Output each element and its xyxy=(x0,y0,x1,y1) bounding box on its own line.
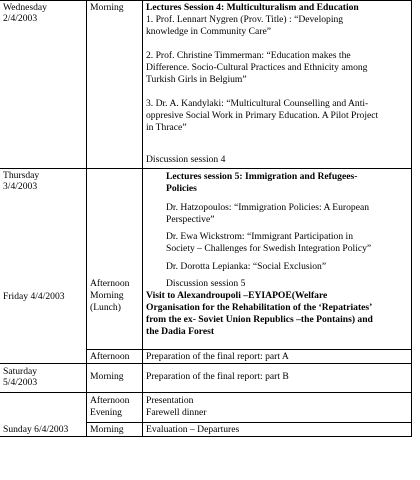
period-wednesday-morning: Morning xyxy=(90,2,124,13)
session-5-lecture-1-line-1: Dr. Hatzopoulos: “Immigration Policies: A European xyxy=(166,202,370,213)
day-label-wednesday: Wednesday xyxy=(3,2,47,13)
session-4-lecture-2-line-1: 2. Prof. Christine Timmerman: “Education makes the xyxy=(146,50,351,61)
session-4-lecture-3-line-1: 3. Dr. A. Kandylaki: “Multicultural Counselling and Anti- xyxy=(146,98,369,109)
session-4-lecture-3-line-2: oppresive Social Work in Primary Education. A Pilot Project xyxy=(146,110,379,121)
discussion-session-4: Discussion session 4 xyxy=(146,154,226,165)
day-label-thursday: Thursday xyxy=(3,170,40,181)
period-saturday-morning: Morning xyxy=(90,371,124,382)
session-5-lecture-2-line-1: Dr. Ewa Wickstrom: “Immigrant Participation in xyxy=(166,231,354,242)
visit-line-3: from the ex- Soviet Union Republics –the Pontains) and xyxy=(146,314,373,325)
period-friday-morning: Morning xyxy=(90,290,124,301)
session-4-lecture-2-line-3: Turkish Girls in Belgium” xyxy=(146,74,247,85)
session-5-lecture-1-line-2: Perspective” xyxy=(166,214,215,225)
table-bottom-border xyxy=(0,436,411,437)
col-divider-day xyxy=(86,0,87,437)
row-divider-fri-afternoon xyxy=(86,349,411,350)
session-4-lecture-1-line-1: 1. Prof. Lennart Nygren (Prov. Title) : “Developing xyxy=(146,14,344,25)
day-label-saturday: Saturday xyxy=(3,366,38,377)
discussion-session-5: Discussion session 5 xyxy=(166,278,246,289)
row-divider-fri-sat xyxy=(0,363,411,364)
period-friday-afternoon: Afternoon xyxy=(90,351,130,362)
visit-line-4: the Dadia Forest xyxy=(146,326,215,337)
saturday-morning-activity: Preparation of the final report: part B xyxy=(146,371,289,382)
row-divider-wed-thu xyxy=(0,168,411,169)
day-date-friday: Friday 4/4/2003 xyxy=(3,291,65,302)
visit-line-2: Organisation for the Rehabilitation of the ‘Repatriates’ xyxy=(146,302,373,313)
session-5-lecture-3: Dr. Dorotta Lepianka: “Social Exclusion” xyxy=(166,261,327,272)
col-divider-period xyxy=(142,0,143,437)
period-thursday-afternoon: Afternoon xyxy=(90,278,130,289)
visit-line-1: Visit to Alexandroupoli –EYIAPOE(Welfare xyxy=(146,290,328,301)
period-friday-lunch: (Lunch) xyxy=(90,302,121,313)
saturday-afternoon-activity: Presentation xyxy=(146,395,194,406)
date-label-saturday: 5/4/2003 xyxy=(3,377,38,388)
date-label-wednesday: 2/4/2003 xyxy=(3,13,38,24)
session-5-title-line-2: Policies xyxy=(166,183,197,194)
table-right-border xyxy=(411,0,412,437)
session-4-lecture-2-line-2: Difference. Socio-Cultural Practices and Ethnicity among xyxy=(146,62,368,73)
day-date-sunday: Sunday 6/4/2003 xyxy=(3,424,69,435)
session-4-lecture-1-line-2: knowledge in Community Care” xyxy=(146,26,271,37)
session-5-lecture-2-line-2: Society – Challenges for Swedish Integration Policy” xyxy=(166,243,372,254)
row-divider-sat-afternoon xyxy=(0,392,411,393)
friday-afternoon-activity: Preparation of the final report: part A xyxy=(146,351,289,362)
row-divider-sun xyxy=(86,422,411,423)
table-top-border xyxy=(0,0,411,1)
session-4-title: Lectures Session 4: Multiculturalism and Education xyxy=(146,2,359,13)
date-label-thursday: 3/4/2003 xyxy=(3,181,38,192)
period-saturday-afternoon: Afternoon xyxy=(90,395,130,406)
period-sunday-morning: Morning xyxy=(90,424,124,435)
saturday-evening-activity: Farewell dinner xyxy=(146,407,207,418)
period-saturday-evening: Evening xyxy=(90,407,122,418)
session-4-lecture-3-line-3: in Thrace” xyxy=(146,122,187,133)
session-5-title-line-1: Lectures session 5: Immigration and Refugees- xyxy=(166,171,358,182)
sunday-morning-activity: Evaluation – Departures xyxy=(146,424,240,435)
